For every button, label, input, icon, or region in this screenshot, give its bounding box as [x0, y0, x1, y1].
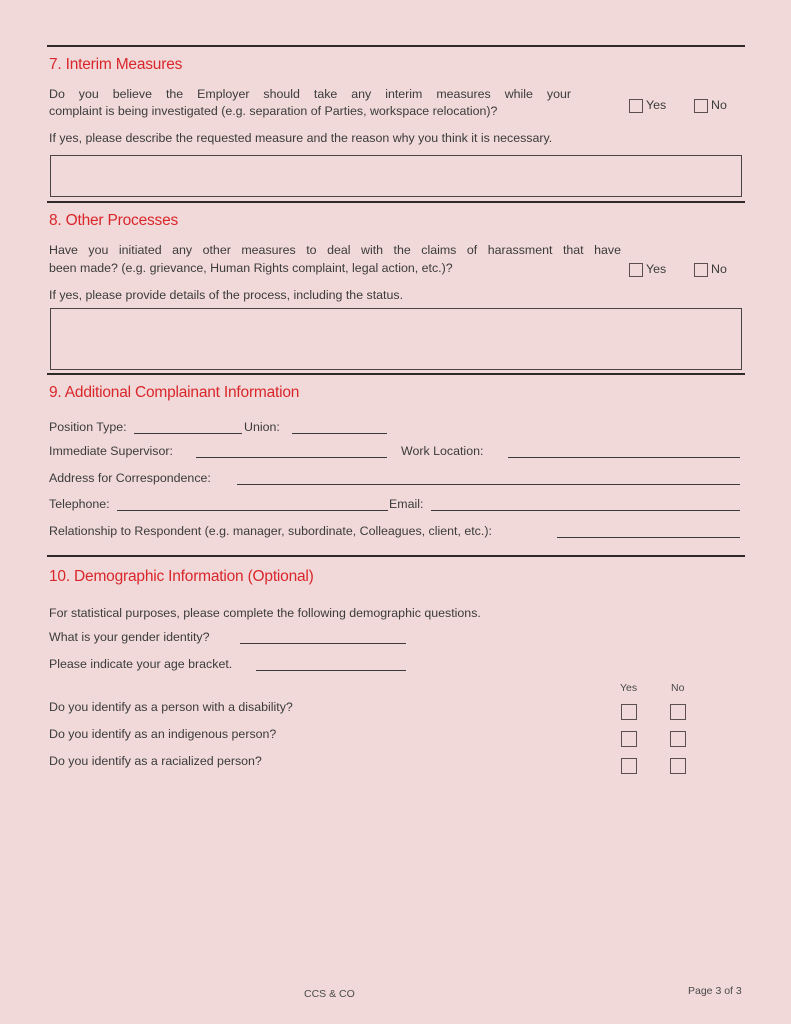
address-label: Address for Correspondence: — [49, 471, 211, 485]
section-divider — [47, 201, 745, 203]
section-7-followup: If yes, please describe the requested measure and the reason why you think it is necessary. — [49, 131, 553, 145]
racialized-question: Do you identify as a racialized person? — [49, 754, 262, 768]
union-label: Union: — [244, 420, 280, 434]
footer-company: CCS & CO — [304, 988, 355, 1000]
indigenous-question: Do you identify as an indigenous person? — [49, 727, 277, 741]
supervisor-label: Immediate Supervisor: — [49, 444, 173, 458]
work-location-label: Work Location: — [401, 444, 484, 458]
footer-page-number: Page 3 of 3 — [688, 985, 742, 997]
email-label: Email: — [389, 497, 424, 511]
gender-field[interactable] — [240, 643, 406, 644]
racialized-no-checkbox[interactable] — [670, 758, 686, 774]
section-7-question-line1: Do you believe the Employer should take any interim measures while your — [49, 87, 571, 101]
section-10-title: 10. Demographic Information (Optional) — [49, 568, 314, 585]
age-field[interactable] — [256, 670, 406, 671]
section-7-no-label: No — [711, 98, 727, 112]
disability-no-checkbox[interactable] — [670, 704, 686, 720]
demographic-intro: For statistical purposes, please complete the following demographic questions. — [49, 606, 481, 620]
section-divider — [47, 555, 745, 557]
disability-yes-checkbox[interactable] — [621, 704, 637, 720]
racialized-yes-checkbox[interactable] — [621, 758, 637, 774]
supervisor-field[interactable] — [196, 457, 387, 458]
section-7-yes-label: Yes — [646, 98, 667, 112]
section-8-question-line2: been made? (e.g. grievance, Human Rights complaint, legal action, etc.)? — [49, 261, 453, 275]
indigenous-no-checkbox[interactable] — [670, 731, 686, 747]
work-location-field[interactable] — [508, 457, 740, 458]
email-field[interactable] — [431, 510, 740, 511]
section-8-no-label: No — [711, 262, 727, 276]
relationship-label: Relationship to Respondent (e.g. manager, subordinate, Colleagues, client, etc.): — [49, 524, 492, 538]
section-8-yes-checkbox[interactable] — [629, 263, 643, 277]
section-8-title: 8. Other Processes — [49, 212, 179, 229]
section-7-answer-box[interactable] — [50, 155, 742, 197]
union-field[interactable] — [292, 433, 387, 434]
section-8-yes-label: Yes — [646, 262, 667, 276]
indigenous-yes-checkbox[interactable] — [621, 731, 637, 747]
disability-question: Do you identify as a person with a disability? — [49, 700, 293, 714]
no-column-header: No — [671, 682, 685, 694]
age-label: Please indicate your age bracket. — [49, 657, 233, 671]
section-7-title: 7. Interim Measures — [49, 56, 183, 73]
section-7-yes-checkbox[interactable] — [629, 99, 643, 113]
position-type-field[interactable] — [134, 433, 242, 434]
section-7-no-checkbox[interactable] — [694, 99, 708, 113]
section-8-no-checkbox[interactable] — [694, 263, 708, 277]
position-type-label: Position Type: — [49, 420, 127, 434]
relationship-field[interactable] — [557, 537, 740, 538]
section-8-question-line1: Have you initiated any other measures to deal with the claims of harassment that have — [49, 243, 621, 257]
yes-column-header: Yes — [620, 682, 638, 694]
section-8-answer-box[interactable] — [50, 308, 742, 370]
section-divider — [47, 373, 745, 375]
section-7-question-line2: complaint is being investigated (e.g. separation of Parties, workspace relocation)? — [49, 104, 498, 118]
telephone-label: Telephone: — [49, 497, 110, 511]
section-divider — [47, 45, 745, 47]
address-field[interactable] — [237, 484, 740, 485]
gender-label: What is your gender identity? — [49, 630, 210, 644]
telephone-field[interactable] — [117, 510, 388, 511]
section-9-title: 9. Additional Complainant Information — [49, 384, 300, 401]
section-8-followup: If yes, please provide details of the process, including the status. — [49, 288, 404, 302]
